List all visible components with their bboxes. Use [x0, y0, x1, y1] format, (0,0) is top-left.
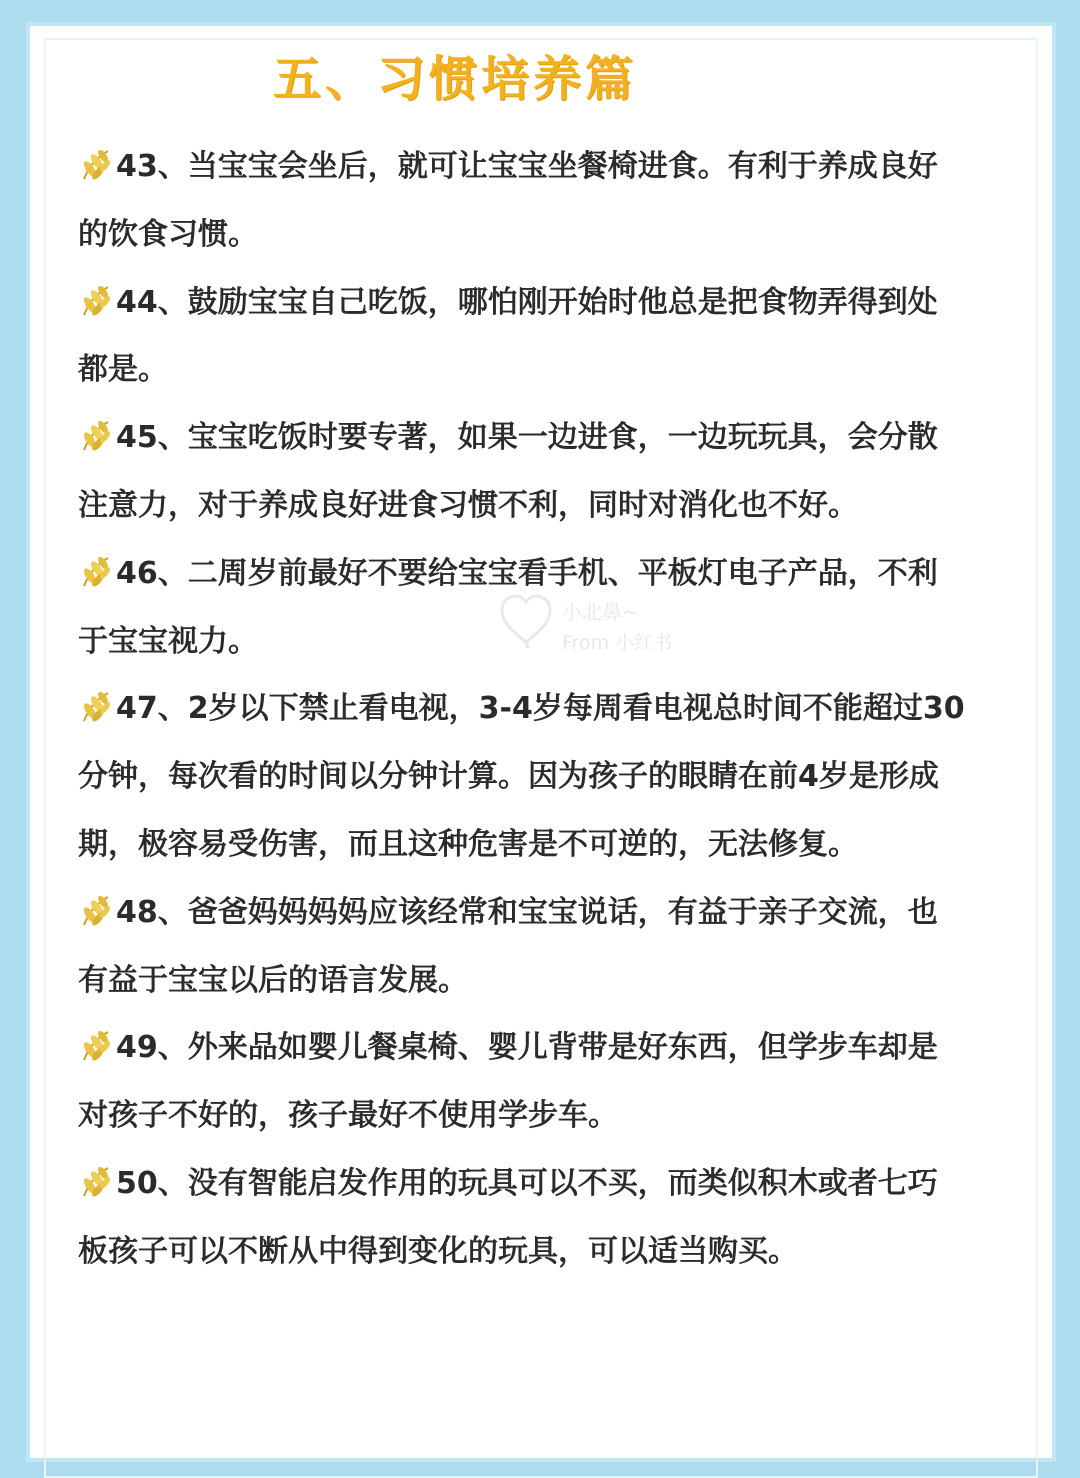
item-text: 分钟，每次看的时间以分钟计算。因为孩子的眼睛在前4岁是形成	[78, 759, 939, 795]
item-line	[78, 1218, 1023, 1286]
item-line	[78, 947, 1023, 1015]
heart-logo-icon	[498, 590, 554, 650]
item-line	[78, 1150, 1023, 1218]
item-number: 47、	[116, 691, 188, 727]
list-item	[78, 1014, 1023, 1150]
watermark-source: From 小红书	[562, 632, 673, 654]
wheat-leaf-icon	[78, 140, 114, 176]
wheat-leaf-icon	[78, 411, 114, 447]
item-text: 外来品如婴儿餐桌椅、婴儿背带是好东西，但学步车却是	[187, 1030, 938, 1066]
list-item	[78, 675, 1023, 878]
item-line	[78, 1014, 1023, 1082]
wheat-leaf-icon	[78, 886, 114, 922]
item-number: 43、	[116, 149, 188, 184]
item-text: 鼓励宝宝自己吃饭，哪怕刚开始时他总是把食物弄得到处	[187, 284, 938, 320]
item-number: 50、	[116, 1165, 188, 1201]
item-line	[78, 472, 1023, 540]
list-item	[78, 1150, 1023, 1286]
list-item	[78, 133, 1023, 269]
item-text: 对孩子不好的，孩子最好不使用学步车。	[78, 1098, 618, 1134]
item-line	[78, 743, 1023, 811]
item-line	[78, 201, 1023, 269]
item-text: 没有智能启发作用的玩具可以不买，而类似积木或者七巧	[187, 1165, 938, 1201]
item-text: 有益于宝宝以后的语言发展。	[78, 962, 468, 998]
item-line	[78, 336, 1023, 404]
item-line	[78, 1082, 1023, 1150]
item-number: 46、	[116, 555, 188, 591]
item-text: 于宝宝视力。	[78, 623, 258, 659]
wheat-leaf-icon	[78, 276, 114, 312]
item-text: 爸爸妈妈妈妈应该经常和宝宝说话，有益于亲子交流，也	[187, 894, 938, 930]
list-item	[78, 404, 1023, 540]
page-title: 五、习惯培养篇	[272, 51, 637, 107]
item-text: 都是。	[78, 352, 168, 388]
item-line	[78, 879, 1023, 947]
watermark	[498, 590, 718, 660]
item-text: 宝宝吃饭时要专著，如果一边进食，一边玩玩具，会分散	[187, 420, 938, 456]
item-text: 期，极容易受伤害，而且这种危害是不可逆的，无法修复。	[78, 826, 858, 862]
item-line	[78, 675, 1023, 743]
item-text: 当宝宝会坐后，就可让宝宝坐餐椅进食。有利于养成良好	[187, 149, 938, 184]
item-line	[78, 404, 1023, 472]
wheat-leaf-icon	[78, 1157, 114, 1193]
item-text: 2岁以下禁止看电视，3-4岁每周看电视总时间不能超过30	[187, 691, 965, 727]
item-line	[78, 269, 1023, 337]
item-line	[78, 811, 1023, 879]
item-number: 49、	[116, 1030, 188, 1066]
item-number: 48、	[116, 894, 188, 930]
item-text: 的饮食习惯。	[78, 216, 258, 252]
item-number: 44、	[116, 284, 188, 320]
list-item	[78, 269, 1023, 405]
item-number: 45、	[116, 420, 188, 456]
item-line	[78, 133, 1023, 201]
wheat-leaf-icon	[78, 1021, 114, 1057]
list-item	[78, 879, 1023, 1015]
item-text: 板孩子可以不断从中得到变化的玩具，可以适当购买。	[78, 1233, 798, 1269]
watermark-name: 小北鼻~	[562, 600, 639, 624]
wheat-leaf-icon	[78, 547, 114, 583]
item-text: 二周岁前最好不要给宝宝看手机、平板灯电子产品，不利	[187, 555, 938, 591]
tips-list	[78, 133, 1023, 1286]
item-text: 注意力，对于养成良好进食习惯不利，同时对消化也不好。	[78, 487, 858, 523]
wheat-leaf-icon	[78, 682, 114, 718]
